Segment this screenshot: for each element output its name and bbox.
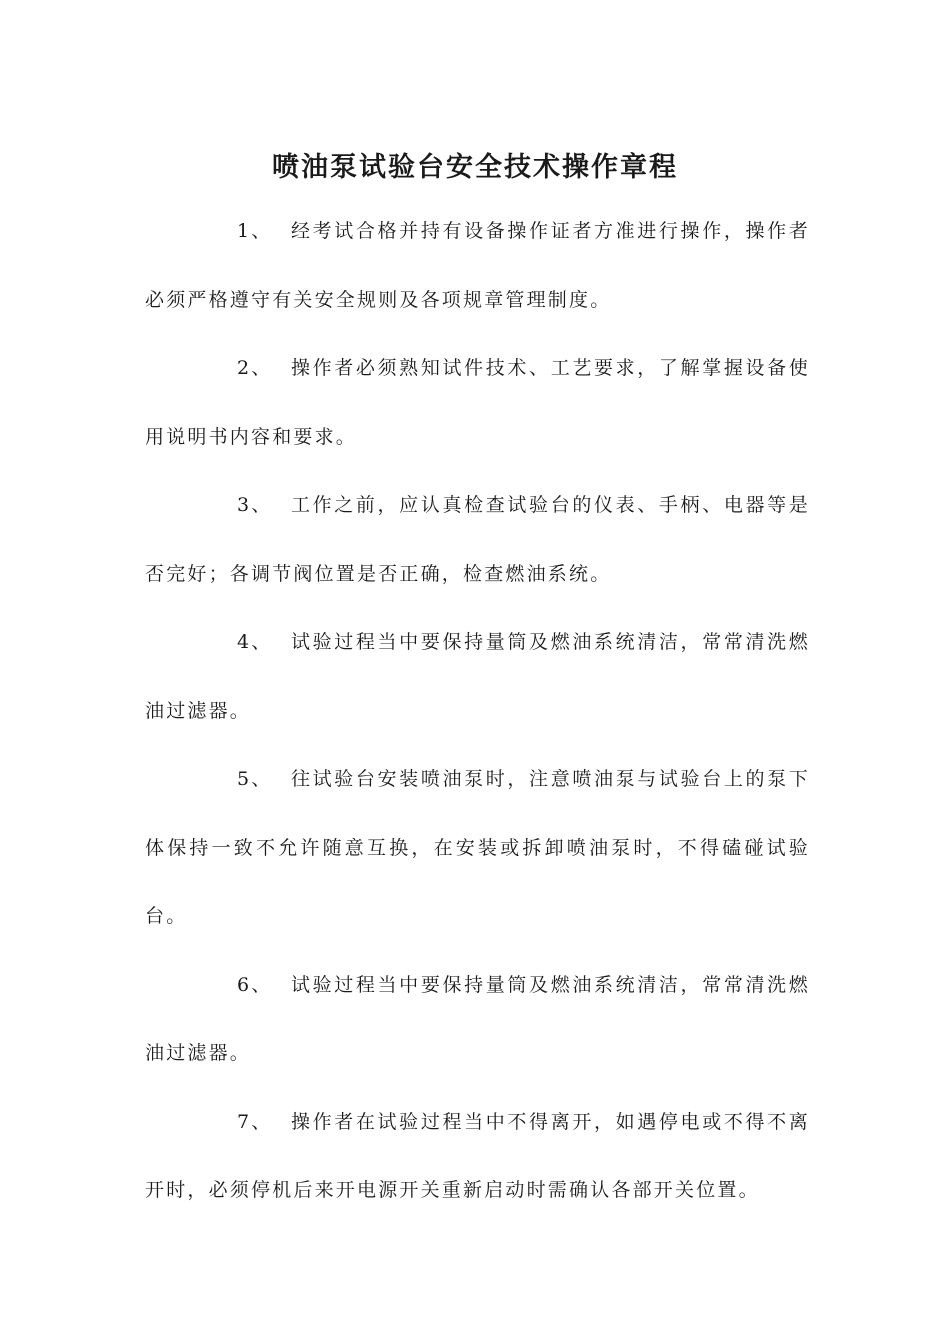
document-title: 喷油泵试验台安全技术操作章程 bbox=[272, 152, 678, 184]
item-number: 2、 bbox=[237, 357, 273, 379]
item-number: 7、 bbox=[237, 1110, 273, 1133]
item-number: 4、 bbox=[237, 631, 273, 653]
item-number: 1、 bbox=[237, 220, 273, 242]
regulation-item-3 bbox=[145, 471, 810, 608]
item-text: 工作之前，应认真检查试验台的仪表、手柄、电器等是否完好；各调节阀位置是否正确，检查燃油系统。 bbox=[145, 494, 810, 585]
regulation-item-1 bbox=[145, 197, 810, 334]
item-text: 试验过程当中要保持量筒及燃油系统清洁，常常清洗燃油过滤器。 bbox=[145, 631, 810, 722]
regulation-item-5 bbox=[145, 745, 810, 951]
item-number: 6、 bbox=[237, 973, 273, 996]
regulation-list bbox=[145, 197, 810, 1225]
item-text: 操作者必须熟知试件技术、工艺要求，了解掌握设备使用说明书内容和要求。 bbox=[145, 357, 810, 448]
regulation-item-4 bbox=[145, 608, 810, 745]
item-number: 5、 bbox=[237, 768, 273, 790]
regulation-item-2 bbox=[145, 334, 810, 471]
item-text: 经考试合格并持有设备操作证者方准进行操作，操作者必须严格遵守有关安全规则及各项规章管理制度。 bbox=[145, 220, 810, 311]
item-text: 往试验台安装喷油泵时，注意喷油泵与试验台上的泵下体保持一致不允许随意互换，在安装或拆卸喷油泵时，不得磕碰试验台。 bbox=[145, 768, 810, 927]
item-number: 3、 bbox=[237, 494, 273, 516]
item-text: 试验过程当中要保持量筒及燃油系统清洁，常常清洗燃油过滤器。 bbox=[145, 973, 810, 1064]
item-text: 操作者在试验过程当中不得离开，如遇停电或不得不离开时，必须停机后来开电源开关重新启动时需确认各部开关位置。 bbox=[145, 1110, 810, 1201]
regulation-item-7 bbox=[145, 1088, 810, 1225]
regulation-item-6 bbox=[145, 951, 810, 1088]
